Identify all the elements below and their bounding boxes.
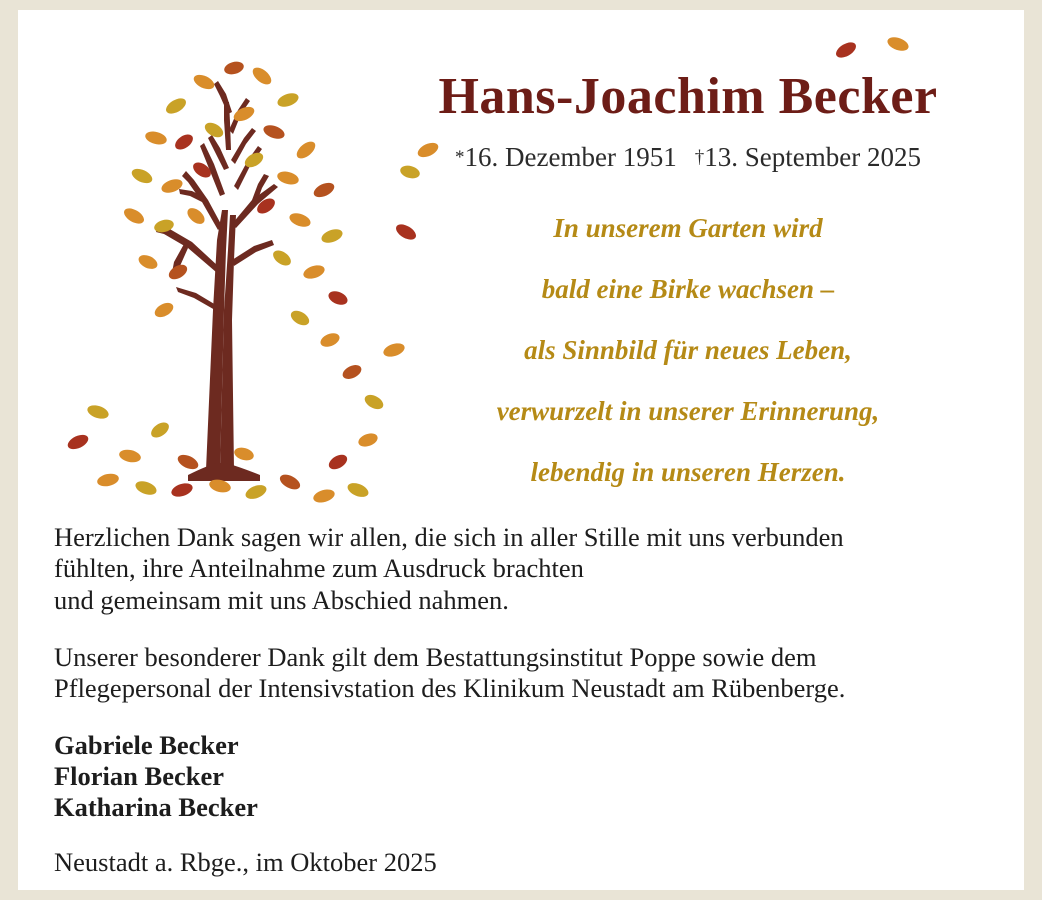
poem-line: als Sinnbild für neues Leben, <box>524 335 852 365</box>
thanks-paragraph <box>54 522 984 616</box>
deceased-name: Hans-Joachim Becker <box>438 68 938 125</box>
thanks-line: Herzlichen Dank sagen wir allen, die sich in aller Stille mit uns verbunden <box>54 522 844 552</box>
signatory-name: Gabriele Becker <box>54 730 239 761</box>
thanks-line: und gemeinsam mit uns Abschied nahmen. <box>54 584 509 615</box>
thanks-line: fühlten, ihre Anteilnahme zum Ausdruck brachten <box>54 553 584 584</box>
memorial-body <box>54 522 984 878</box>
memorial-header <box>18 10 1024 520</box>
death-symbol: † <box>694 147 705 168</box>
signatory-name: Florian Becker <box>54 761 224 792</box>
place-and-date: Neustadt a. Rbge., im Oktober 2025 <box>54 847 437 878</box>
poem-line: bald eine Birke wachsen – <box>541 274 835 304</box>
life-dates <box>368 142 1008 173</box>
special-thanks-line: Unserer besonderer Dank gilt dem Bestattungsinstitut Poppe sowie dem <box>54 641 817 672</box>
signatories <box>54 730 984 823</box>
memorial-card <box>18 10 1024 890</box>
birth-date: 16. Dezember 1951 <box>464 142 677 172</box>
autumn-tree-illustration <box>38 10 398 515</box>
birth-symbol: * <box>455 147 465 168</box>
memorial-poem <box>368 215 1008 520</box>
poem-line: verwurzelt in unserer Erinnerung, <box>496 396 880 426</box>
special-thanks-line: Pflegepersonal der Intensivstation des Klinikum Neustadt am Rübenberge. <box>54 673 846 704</box>
poem-line: lebendig in unseren Herzen. <box>530 457 846 487</box>
special-thanks-paragraph <box>54 642 984 705</box>
poem-line: In unserem Garten wird <box>553 213 823 243</box>
death-date: 13. September 2025 <box>704 142 921 172</box>
signatory-name: Katharina Becker <box>54 792 258 823</box>
